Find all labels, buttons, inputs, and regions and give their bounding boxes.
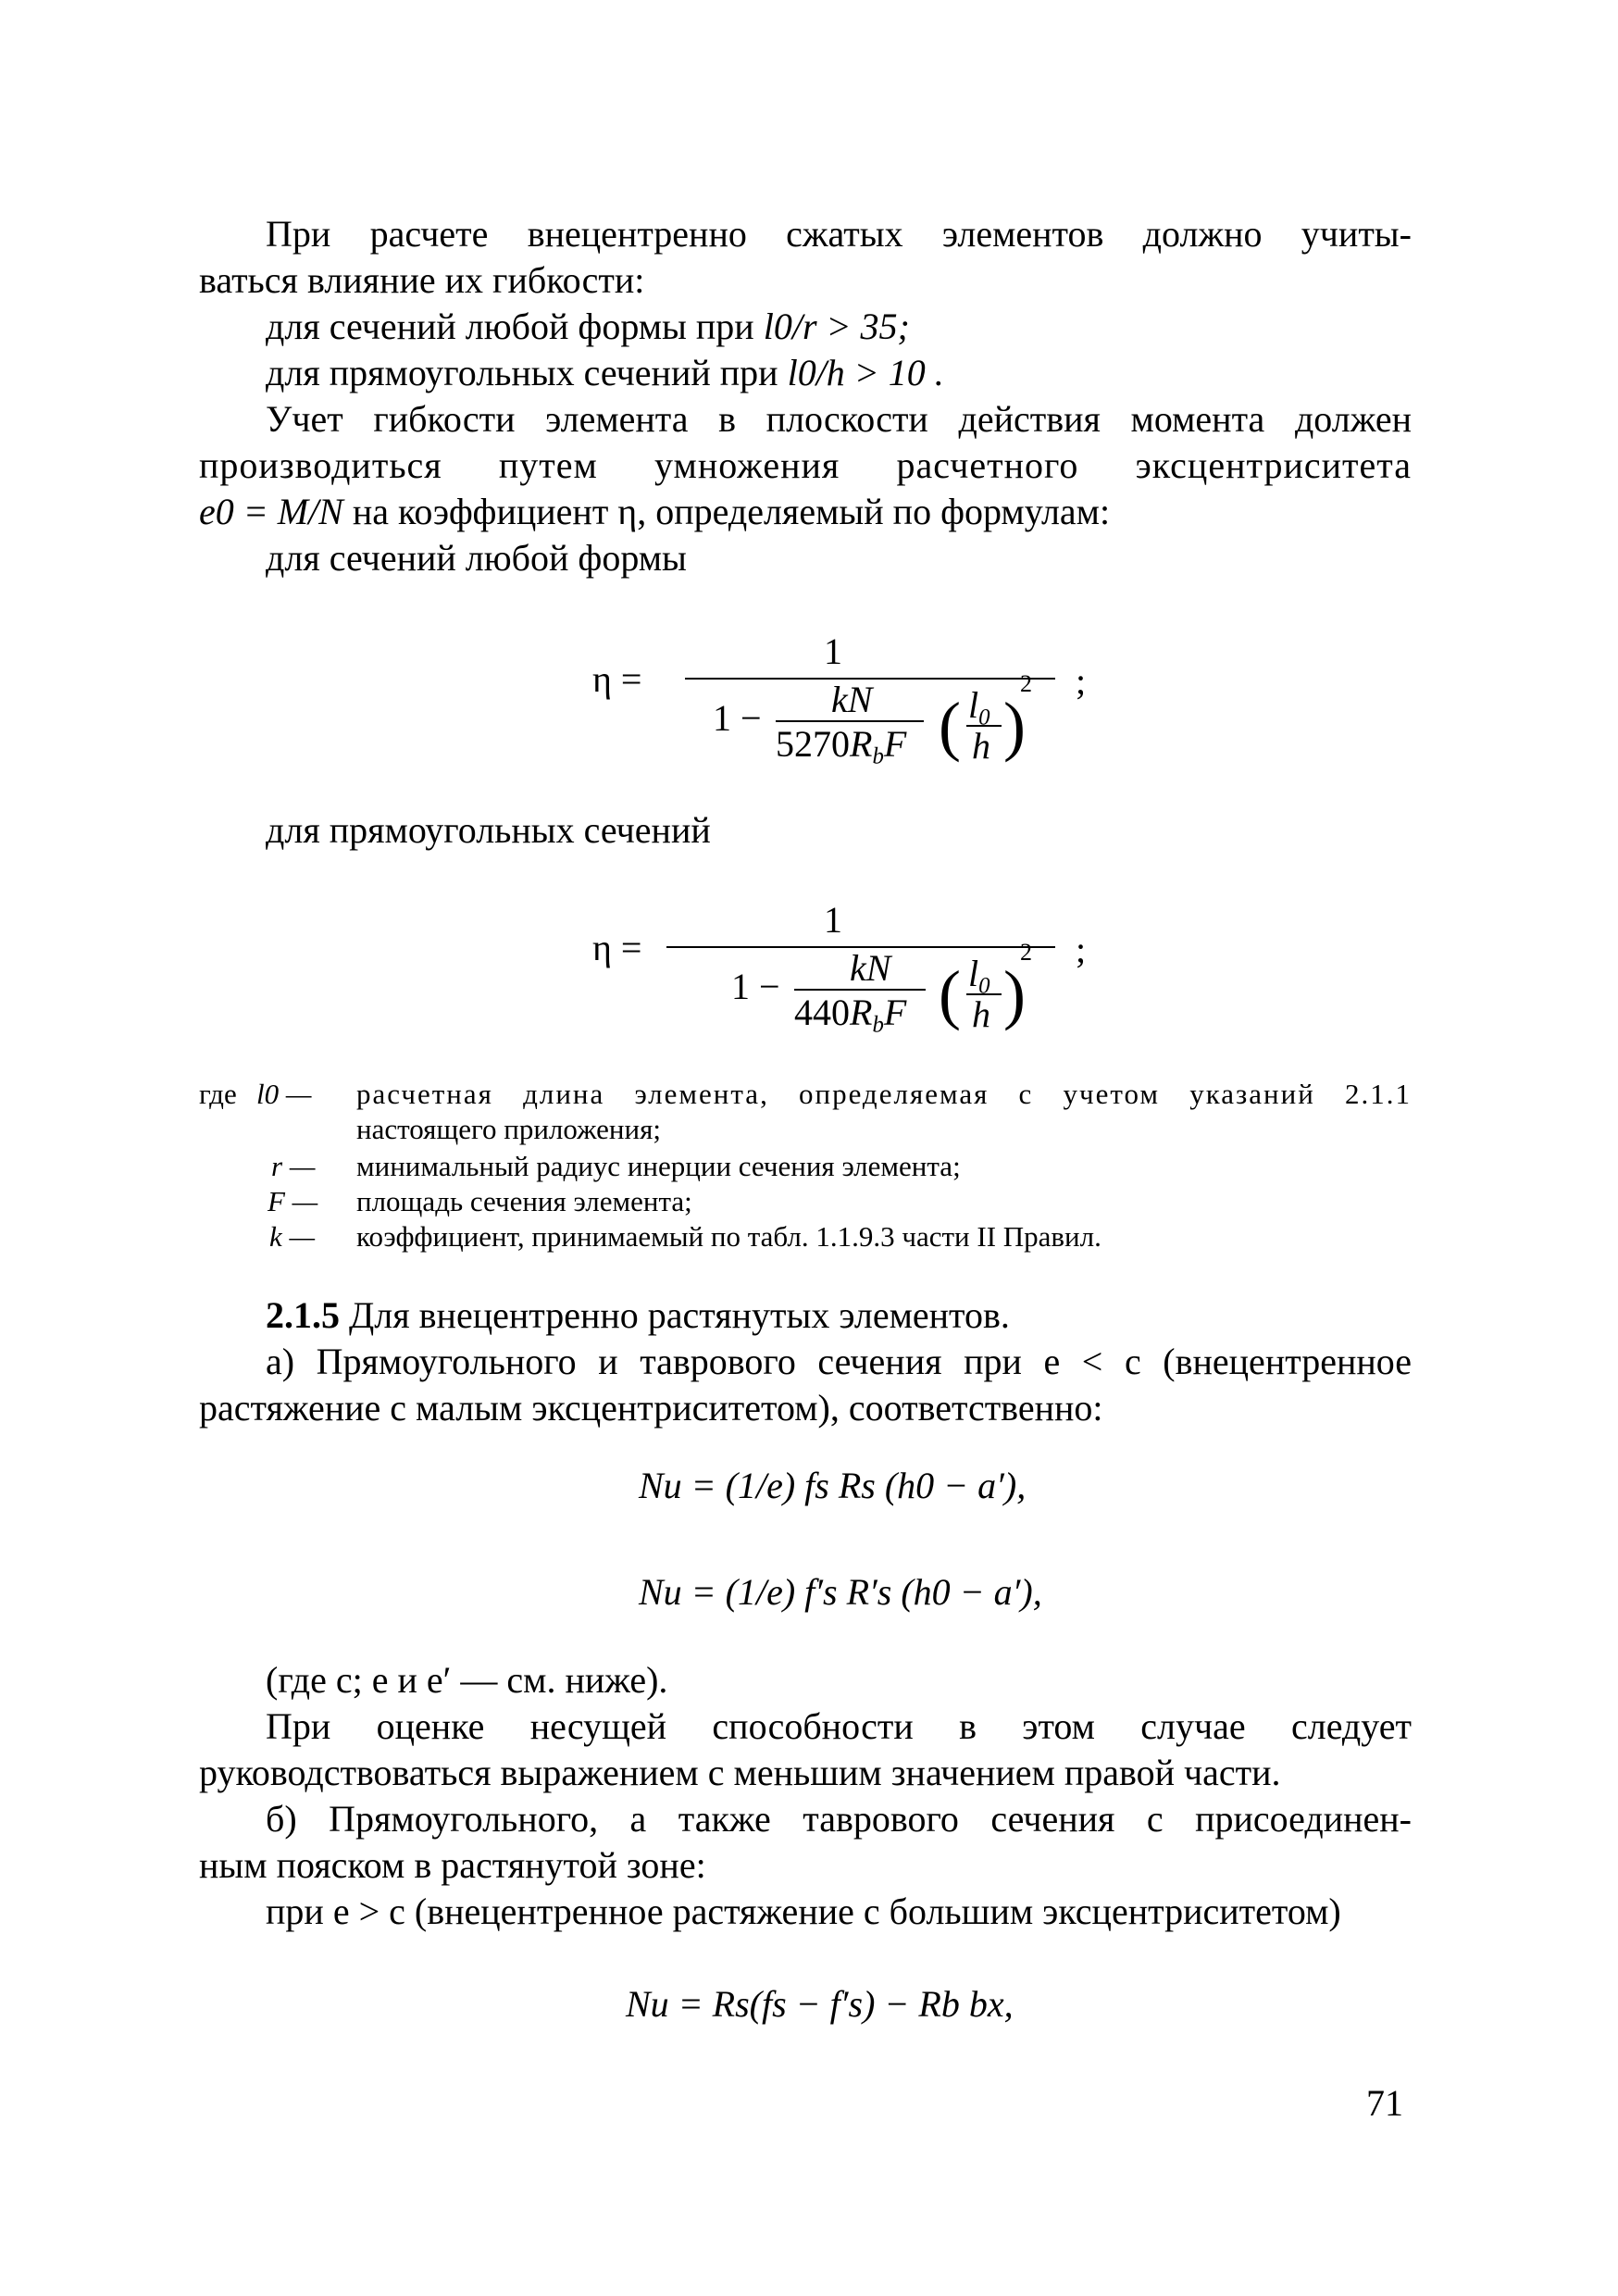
section-number: 2.1.5 [266,1294,340,1336]
equation-nu-1: Nu = (1/e) fs Rs (h0 − a′), [639,1465,1027,1506]
section-b-line-3: при e > c (внецентренное растяжение с большим эксцентриситетом) [266,1890,1341,1932]
paragraph-4-line-3: e0 = M/N на коэффициент η, определяемый по формулам: [199,491,1111,532]
paragraph-4-line-2: производиться путем умножения расчетного эксцентриситета [199,444,1412,486]
paragraph-6: для прямоугольных сечений [266,809,711,851]
equation-nu-2: Nu = (1/e) f′s R′s (h0 − a′), [639,1571,1042,1613]
e0-expression: e0 = M/N [199,491,343,532]
section-a-line-2: растяжение с малым эксцентриситетом), соответственно: [199,1387,1103,1429]
paragraph-3: для прямоугольных сечений при l0/h > 10 . [266,352,944,393]
where-line: (где c; e и e′ — см. ниже). [266,1659,668,1701]
section-b1-line-2: руководствоваться выражением с меньшим значением правой части. [199,1752,1281,1793]
paragraph-2: для сечений любой формы при l0/r > 35; [266,306,910,347]
equation-nu-3: Nu = Rs(fs − f′s) − Rb bx, [626,1983,1014,2025]
cond-l0-r: l0/r > 35; [763,306,910,347]
paragraph-1-line-1: При расчете внецентренно сжатых элементов должно учиты- [266,213,1412,255]
paragraph-1-line-2: ваться влияние их гибкости: [199,259,645,301]
section-b1-line-1: При оценке несущей способности в этом случае следует [266,1705,1412,1747]
formula-eta-rect: η = 1 1 − kN $440R_bF$ ( $l_0$ h ) 2 ; [592,899,1087,1038]
note-F: F — площадь сечения элемента; [268,1185,692,1217]
section-heading [199,1292,1412,1339]
note-l0-continued: настоящего приложения; [356,1113,661,1145]
section-b-line-1: б) Прямоугольного, а также таврового сечения с присоединен- [266,1798,1412,1840]
formula-eta-general: η = 1 1 − kN $5270R_bF$ ( $l_0$ h ) 2 ; [592,630,1087,769]
note-k: k — коэффициент, принимаемый по табл. 1.1.9.3 части II Правил. [269,1220,1101,1253]
paragraph-4-line-1: Учет гибкости элемента в плоскости действия момента должен [266,398,1412,440]
page-number: 71 [1366,2082,1403,2124]
section-title: Для внецентренно растянутых элементов. [340,1294,1010,1336]
paragraph-5: для сечений любой формы [266,537,687,579]
note-l0: где l0 — расчетная длина элемента, определяемая с учетом указаний 2.1.1 [199,1078,1412,1110]
section-b-line-2: ным пояском в растянутой зоне: [199,1844,706,1886]
section-a-line-1: а) Прямоугольного и таврового сечения при e < c (внецентренное [266,1341,1412,1382]
cond-l0-h: l0/h > 10 . [787,352,944,393]
note-r: r — минимальный радиус инерции сечения элемента; [271,1150,961,1182]
